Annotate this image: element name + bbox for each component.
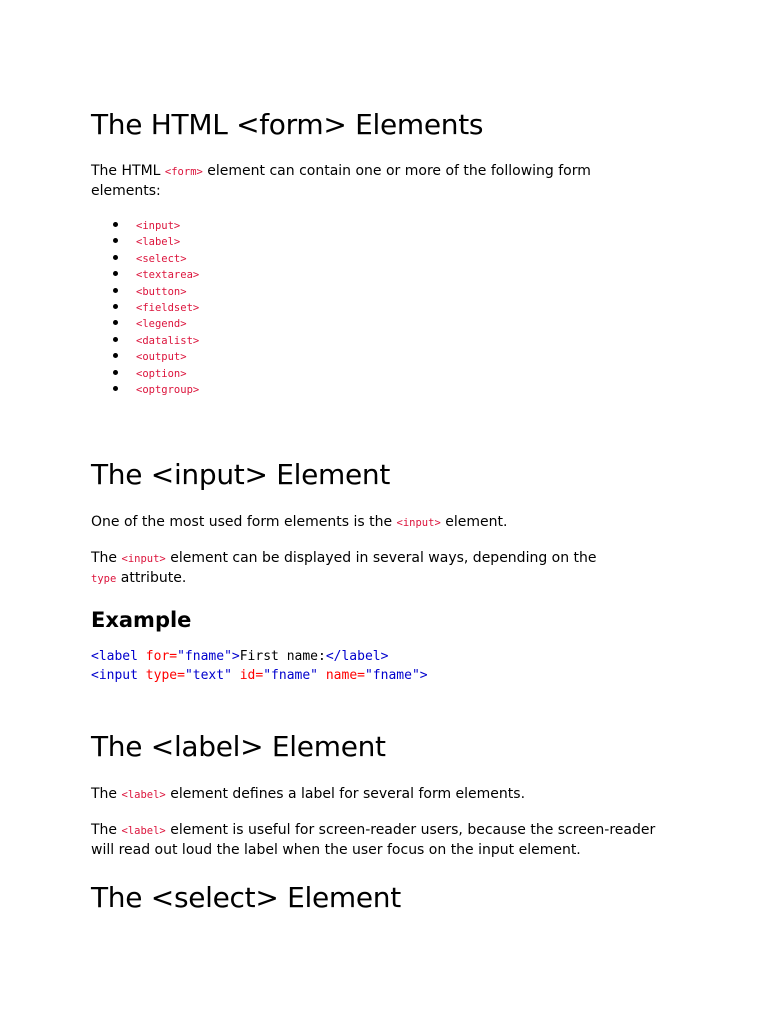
bullet-icon bbox=[113, 222, 118, 227]
form-intro-text-start: The HTML bbox=[91, 163, 165, 179]
bullet-icon bbox=[113, 353, 118, 358]
input-p2-code-type: type bbox=[91, 573, 117, 585]
label-p2-code: <label> bbox=[121, 825, 166, 837]
list-item-code: <select> bbox=[136, 252, 187, 265]
code-attr: type= bbox=[137, 668, 185, 683]
list-item-code: <option> bbox=[136, 367, 187, 380]
list-item-code: <button> bbox=[136, 285, 187, 298]
list-item-code: <textarea> bbox=[136, 269, 200, 282]
list-item bbox=[111, 249, 199, 265]
bullet-icon bbox=[113, 238, 118, 243]
code-tag-end: </label> bbox=[325, 649, 389, 664]
input-p1-text-start: One of the most used form elements is the bbox=[91, 514, 397, 530]
input-p2-text-middle: element can be displayed in several ways, depending on the bbox=[165, 550, 597, 566]
input-p1-text-end: element. bbox=[440, 514, 508, 530]
code-line-2 bbox=[91, 666, 428, 685]
bullet-icon bbox=[113, 304, 118, 309]
form-intro-code: <form> bbox=[164, 166, 203, 178]
heading-label-element: The <label> Element bbox=[91, 730, 386, 763]
bullet-icon bbox=[113, 386, 118, 391]
list-item bbox=[111, 216, 199, 232]
bullet-icon bbox=[113, 255, 118, 260]
input-p2-text-end: attribute. bbox=[116, 570, 187, 586]
list-item-code: <input> bbox=[136, 220, 181, 232]
list-item bbox=[111, 331, 199, 347]
code-value: "fname" bbox=[177, 649, 232, 664]
heading-input-element: The <input> Element bbox=[91, 458, 391, 491]
form-elements-list bbox=[111, 216, 199, 396]
example-code-block bbox=[91, 647, 428, 685]
bullet-icon bbox=[113, 320, 118, 325]
code-line-1 bbox=[91, 647, 428, 666]
list-item-code: <output> bbox=[136, 351, 187, 364]
list-item bbox=[111, 380, 199, 396]
list-item-code: <optgroup> bbox=[136, 383, 200, 396]
input-p2-text-start: The bbox=[91, 550, 122, 566]
heading-form-elements: The HTML <form> Elements bbox=[91, 108, 484, 141]
list-item-code: <legend> bbox=[136, 318, 187, 331]
code-tag-open: <input bbox=[91, 668, 138, 683]
label-p1-text-end: element defines a label for several form elements. bbox=[165, 786, 526, 802]
list-item bbox=[111, 347, 199, 363]
form-intro-paragraph bbox=[91, 162, 631, 201]
label-p2-text-start: The bbox=[91, 822, 122, 838]
bullet-icon bbox=[113, 337, 118, 342]
bullet-icon bbox=[113, 271, 118, 276]
label-p2-text-end: element is useful for screen-reader users, because the screen-reader will read out loud the label when the user focus on the input element. bbox=[91, 822, 656, 858]
input-paragraph-1 bbox=[91, 513, 651, 533]
input-p1-code: <input> bbox=[396, 517, 441, 529]
bullet-icon bbox=[113, 370, 118, 375]
code-text: First name: bbox=[239, 649, 326, 664]
list-item bbox=[111, 364, 199, 380]
code-tag-close: > bbox=[419, 668, 428, 683]
input-paragraph-2 bbox=[91, 549, 601, 589]
label-p1-text-start: The bbox=[91, 786, 122, 802]
list-item bbox=[111, 282, 199, 298]
list-item bbox=[111, 232, 199, 248]
list-item bbox=[111, 265, 199, 281]
code-value: "text" bbox=[184, 668, 232, 683]
list-item-code: <label> bbox=[136, 236, 181, 249]
code-value: "fname" bbox=[364, 668, 420, 683]
code-attr: name= bbox=[318, 668, 365, 683]
example-heading: Example bbox=[91, 608, 192, 632]
code-value: "fname" bbox=[263, 668, 319, 683]
code-attr: id= bbox=[231, 668, 264, 683]
list-item bbox=[111, 298, 199, 314]
list-item-code: <datalist> bbox=[136, 334, 200, 347]
bullet-icon bbox=[113, 288, 118, 293]
code-tag-open: <label bbox=[91, 649, 138, 664]
heading-select-element: The <select> Element bbox=[91, 881, 401, 914]
form-intro-text-end: element can contain one or more of the following form elements: bbox=[91, 163, 591, 199]
list-item bbox=[111, 314, 199, 330]
code-attr: for= bbox=[137, 649, 178, 664]
input-p2-code: <input> bbox=[121, 553, 166, 565]
label-p1-code: <label> bbox=[121, 789, 166, 801]
list-item-code: <fieldset> bbox=[136, 301, 200, 314]
label-paragraph-1 bbox=[91, 785, 651, 805]
code-tag-close: > bbox=[231, 649, 240, 664]
label-paragraph-2 bbox=[91, 821, 666, 860]
